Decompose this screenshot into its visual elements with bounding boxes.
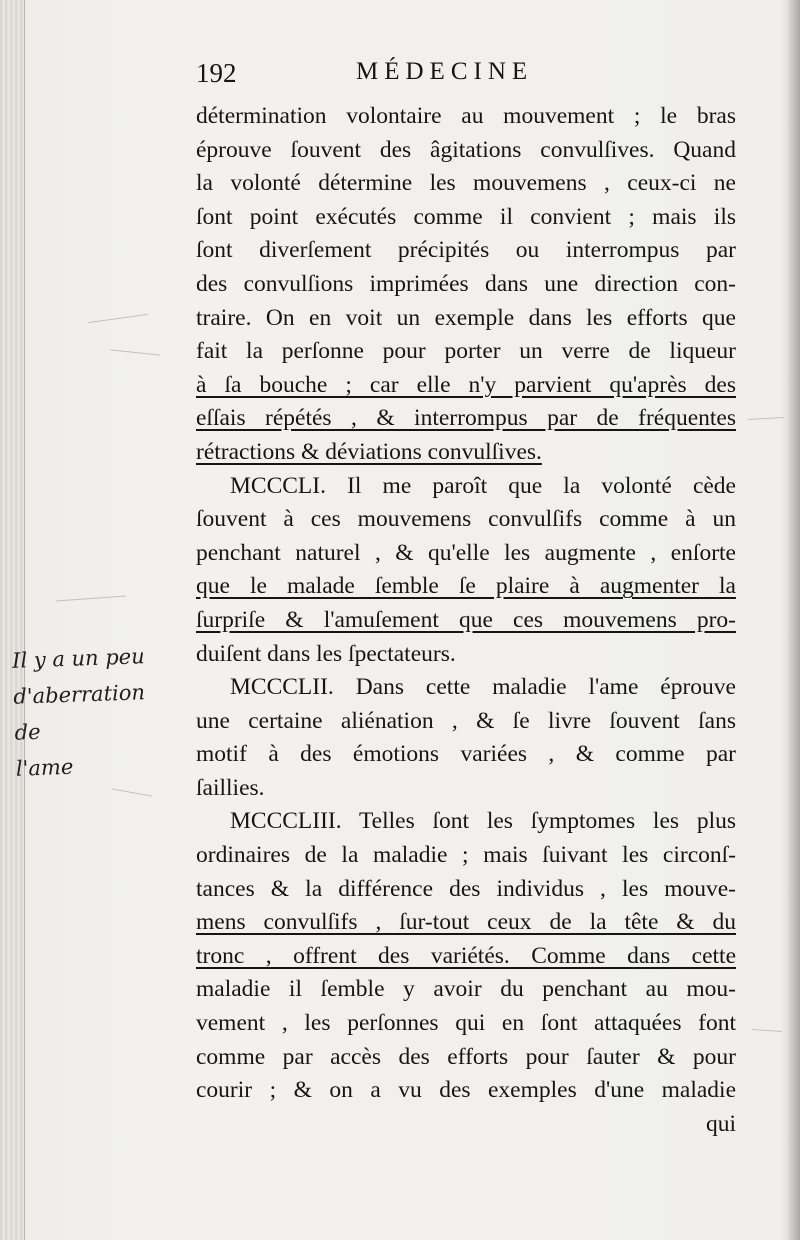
faint-pencil-mark	[748, 417, 784, 420]
paragraph-start-mcccli: MCCCLI. Il me paroît que la volonté cède	[230, 472, 736, 499]
text-line: ordinaires de la maladie ; mais ſuivant les circonſ-	[196, 842, 736, 869]
paragraph-start-mcccli-i: MCCCLII. Dans cette maladie l'ame éprouve	[230, 674, 736, 701]
margin-note-line: d'aberration de	[13, 680, 146, 745]
margin-note-line: l'ame	[15, 754, 74, 781]
text-line: courir ; & on a vu des exemples d'une maladie	[196, 1077, 736, 1104]
faint-pencil-mark	[88, 314, 148, 323]
page-header	[196, 58, 736, 92]
body-text	[196, 100, 736, 1141]
page-edge-shadow	[788, 0, 800, 1240]
underlined-text-line: rétractions & déviations convulſives.	[196, 438, 542, 465]
text-line: la volonté détermine les mouvemens , ceux-ci ne	[196, 170, 736, 197]
text-line: ſouvent à ces mouvemens convulſifs comme à un	[196, 506, 736, 533]
running-title: MÉDECINE	[356, 58, 534, 85]
faint-pencil-mark	[752, 1029, 782, 1032]
underlined-text-line: tronc , offrent des variétés. Comme dans cette	[196, 942, 736, 969]
handwritten-margin-note	[12, 637, 177, 786]
catchword: qui	[705, 1110, 736, 1137]
faint-pencil-mark	[112, 789, 152, 797]
paragraph-start-mcccliii: MCCCLIII. Telles ſont les ſymptomes les plus	[230, 808, 736, 835]
faint-pencil-mark	[110, 349, 160, 355]
text-line: duiſent dans les ſpectateurs.	[196, 640, 456, 667]
text-line: vement , les perſonnes qui en ſont attaquées font	[196, 1010, 736, 1037]
underlined-text-line: eſſais répétés , & interrompus par de fréquentes	[196, 405, 736, 432]
text-line: traire. On en voit un exemple dans les efforts que	[196, 304, 736, 331]
margin-note-line: Il y a un peu	[11, 644, 146, 673]
text-line: tances & la différence des individus , les mouve-	[196, 875, 736, 902]
text-line: des convulſions imprimées dans une direction con-	[196, 270, 736, 297]
text-line: éprouve ſouvent des âgitations convulſives. Quand	[196, 136, 736, 163]
page-binding	[0, 0, 25, 1240]
text-line: fait la perſonne pour porter un verre de liqueur	[196, 338, 736, 365]
underlined-text-line: ſurpriſe & l'amuſement que ces mouvemens pro-	[196, 606, 736, 633]
text-line: comme par accès des efforts pour ſauter & pour	[196, 1043, 736, 1070]
text-line: motif à des émotions variées , & comme par	[196, 741, 736, 768]
text-line: ſaillies.	[196, 774, 265, 801]
text-line: détermination volontaire au mouvement ; le bras	[196, 103, 736, 129]
underlined-text-line: que le malade ſemble ſe plaire à augmenter la	[196, 573, 736, 600]
text-line: ſont diverſement précipités ou interrompus par	[196, 237, 736, 264]
text-line: ſont point exécutés comme il convient ; mais ils	[196, 203, 736, 230]
underlined-text-line: à ſa bouche ; car elle n'y parvient qu'après des	[196, 371, 736, 398]
text-line: penchant naturel , & qu'elle les augmente , enſorte	[196, 539, 736, 566]
text-line: une certaine aliénation , & ſe livre ſouvent ſans	[196, 707, 736, 734]
underlined-text-line: mens convulſifs , ſur-tout ceux de la tête & du	[196, 909, 736, 936]
faint-pencil-mark	[56, 596, 126, 602]
page-number: 192	[196, 58, 237, 88]
text-line: maladie il ſemble y avoir du penchant au mou-	[196, 976, 736, 1003]
